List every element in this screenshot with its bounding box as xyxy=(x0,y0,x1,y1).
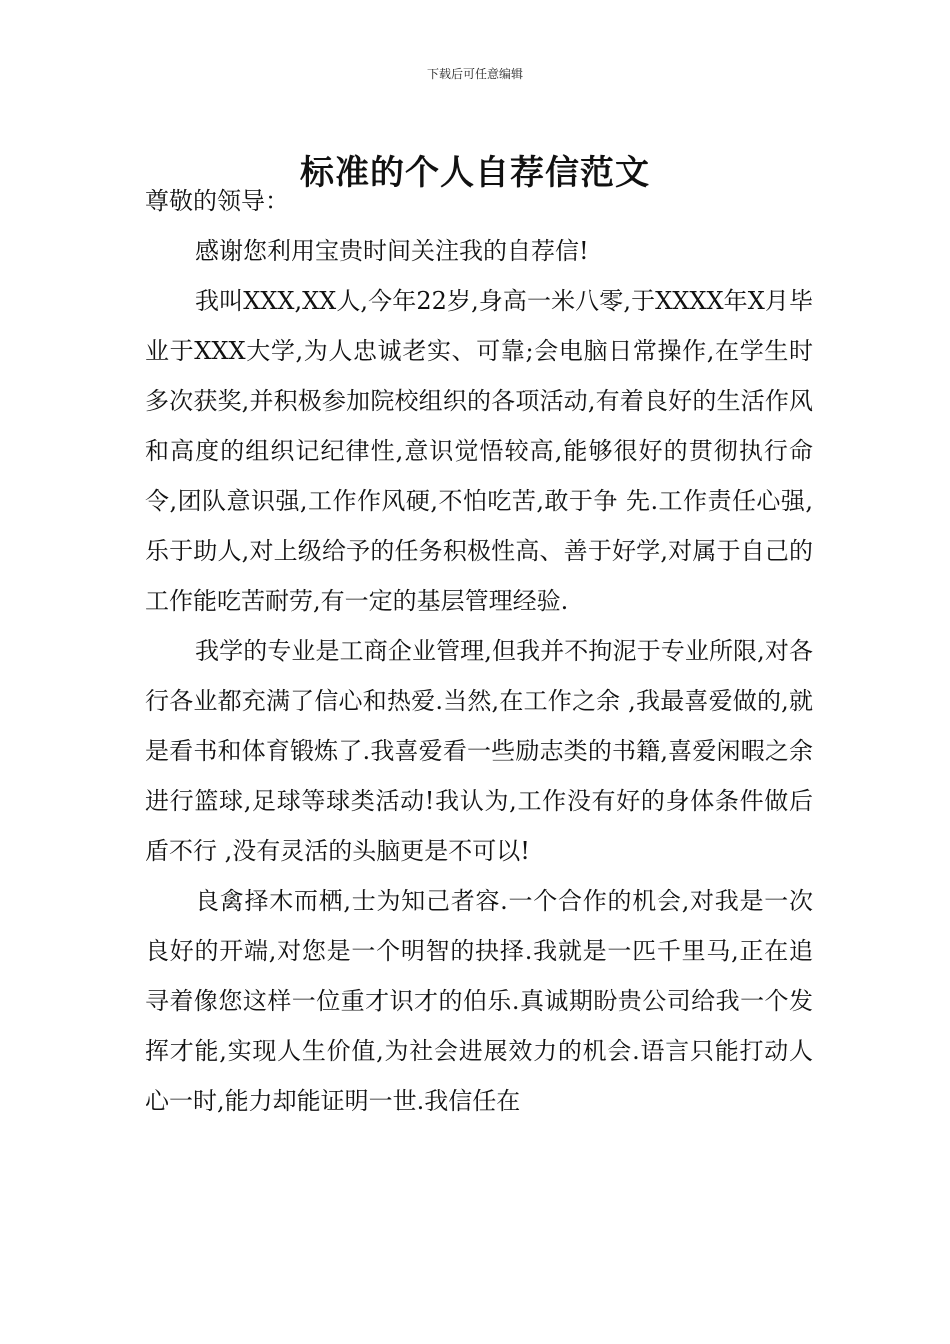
document-body xyxy=(145,176,813,1126)
header-note: 下载后可任意编辑 xyxy=(426,67,523,81)
paragraph-introduction: 我叫XXX,XX人,今年22岁,身高一米八零,于XXXX年X月毕业于XXX大学,为人忠诚老实、可靠;会电脑日常操作,在学生时多次获奖,并积极参加院校组织的各项活动,有着良好的生活作风和高度的组织记纪律性,意识觉悟较高,能够很好的贯彻执行命令,团队意识强,工作作风硬,不怕吃苦,敢于争 先.工作责任心强,乐于助人,对上级给予的任务积极性高、善于好学,对属于自己的工作能吃苦耐劳,有一定的基层管理经验. xyxy=(145,287,813,615)
paragraph-interests: 我学的专业是工商企业管理,但我并不拘泥于专业所限,对各行各业都充满了信心和热爱.当然,在工作之余 ,我最喜爱做的,就是看书和体育锻炼了.我喜爱看一些励志类的书籍,喜爱闲暇之余进行篮球,足球等球类活动!我认为,工作没有好的身体条件做后盾不行 ,没有灵活的头脑更是不可以! xyxy=(145,637,813,865)
paragraph-closing: 良禽择木而栖,士为知己者容.一个合作的机会,对我是一次良好的开端,对您是一个明智的抉择.我就是一匹千里马,正在追寻着像您这样一位重才识才的伯乐.真诚期盼贵公司给我一个发挥才能,实现人生价值,为社会进展效力的机会.语言只能打动人心一时,能力却能证明一世.我信任在 xyxy=(145,887,813,1115)
salutation: 尊敬的领导： xyxy=(145,187,289,215)
paragraph-thanks: 感谢您利用宝贵时间关注我的自荐信! xyxy=(195,237,589,265)
document-title: 标准的个人自荐信范文 xyxy=(300,152,650,193)
